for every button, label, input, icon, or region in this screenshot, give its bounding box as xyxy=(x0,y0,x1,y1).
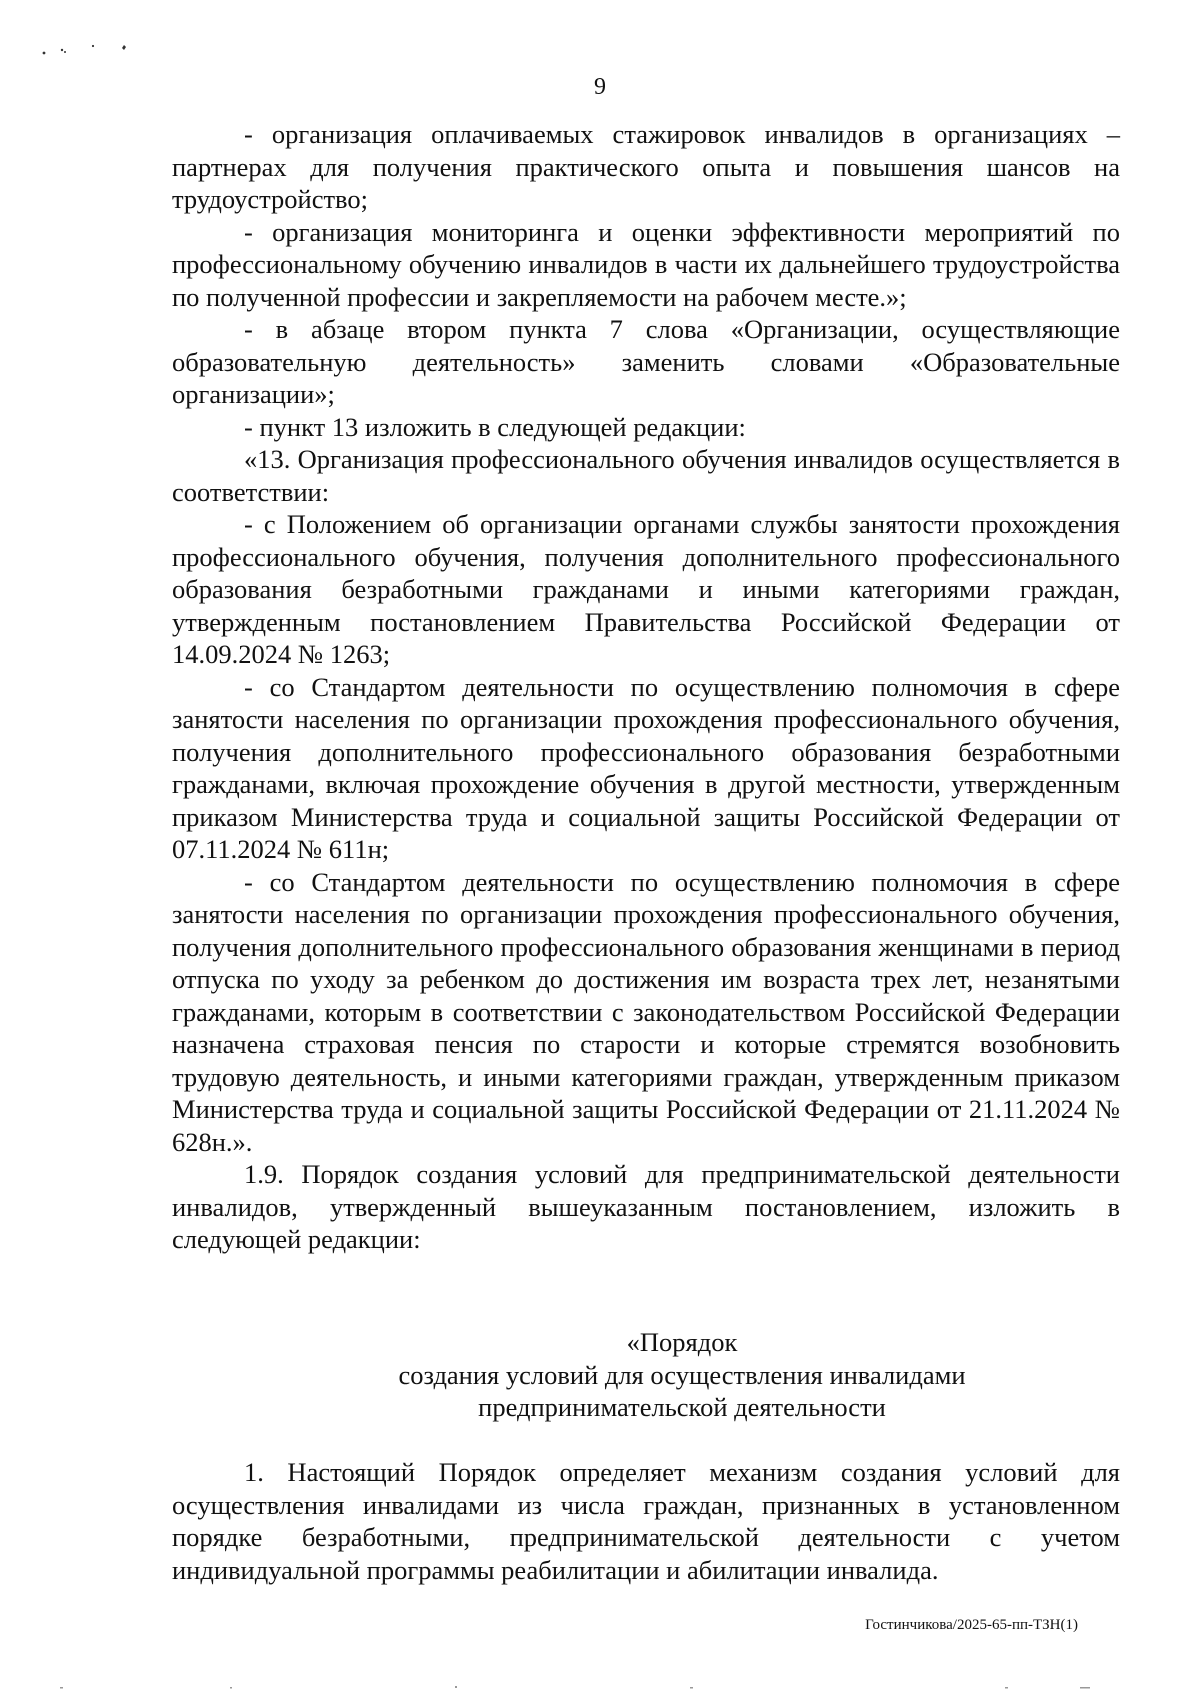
paragraph-1-9: 1.9. Порядок создания условий для предпринимательской деятельности инвалидов, утвержденный вышеуказанным постановлением, изложить в следующей редакции: xyxy=(172,1159,1120,1254)
title-line-1: «Порядок xyxy=(626,1327,738,1357)
paragraph-point-13-intro: - пункт 13 изложить в следующей редакции: xyxy=(244,411,746,442)
paragraph-point-7: - в абзаце втором пункта 7 слова «Организации, осуществляющие образовательную деятельность» заменить словами «Образовательные организации»; xyxy=(172,314,1120,409)
paragraph-monitoring: - организация мониторинга и оценки эффективности мероприятий по профессиональному обучению инвалидов в части их дальнейшего трудоустройства по полученной профессии и закрепляемости на рабочем месте.»; xyxy=(172,216,1120,312)
document-reference: Гостинчикова/2025-65-пп-ТЗН(1) xyxy=(865,1617,1078,1633)
scan-edge-noise xyxy=(0,1686,1200,1690)
title-line-2: создания условий для осуществления инвалидами xyxy=(398,1359,966,1390)
paragraph-standard-611n: - со Стандартом деятельности по осуществлению полномочия в сфере занятости населения по организации прохождения профессионального обучения, получения дополнительного профессионального образования безработными гражданами, включая прохождение обучения в другой местности, утвержденным приказом Министерства труда и социальной защиты Российской Федерации от 07.11.2024 № 611н; xyxy=(172,671,1120,864)
body-text xyxy=(172,118,1120,1256)
scan-specks xyxy=(38,38,138,60)
paragraph-order-point-1: 1. Настоящий Порядок определяет механизм создания условий для осуществления инвалидами из числа граждан, признанных в установленном порядке безработными, предпринимательской деятельности с учетом индивидуальной программы реабилитации и абилитации инвалида. xyxy=(172,1457,1120,1585)
paragraph-regulation-1263: - с Положением об организации органами службы занятости прохождения профессионального обучения, получения дополнительного профессионального образования безработными гражданами и иными категориями граждан, утвержденным постановлением Правительства Российской Федерации от 14.09.2024 № 1263; xyxy=(172,509,1120,669)
page-number: 9 xyxy=(594,74,606,100)
paragraph-point-13: «13. Организация профессионального обучения инвалидов осуществляется в соответствии: xyxy=(172,444,1120,507)
paragraph-standard-628n: - со Стандартом деятельности по осуществлению полномочия в сфере занятости населения по организации прохождения профессионального обучения, получения дополнительного профессионального образования женщинами в период отпуска по уходу за ребенком до достижения им возраста трех лет, незанятыми гражданами, которым в соответствии с законодательством Российской Федерации назначена страховая пенсия по старости и которые стремятся возобновить трудовую деятельность, и иными категориями граждан, утвержденным приказом Министерства труда и социальной защиты Российской Федерации от 21.11.2024 № 628н.». xyxy=(172,866,1120,1157)
closing-text xyxy=(172,1456,1120,1586)
section-title xyxy=(372,1326,992,1424)
paragraph-internships: - организация оплачиваемых стажировок инвалидов в организациях – партнерах для получения практического опыта и повышения шансов на трудоустройство; xyxy=(172,119,1120,214)
title-line-3: предпринимательской деятельности xyxy=(478,1392,886,1422)
